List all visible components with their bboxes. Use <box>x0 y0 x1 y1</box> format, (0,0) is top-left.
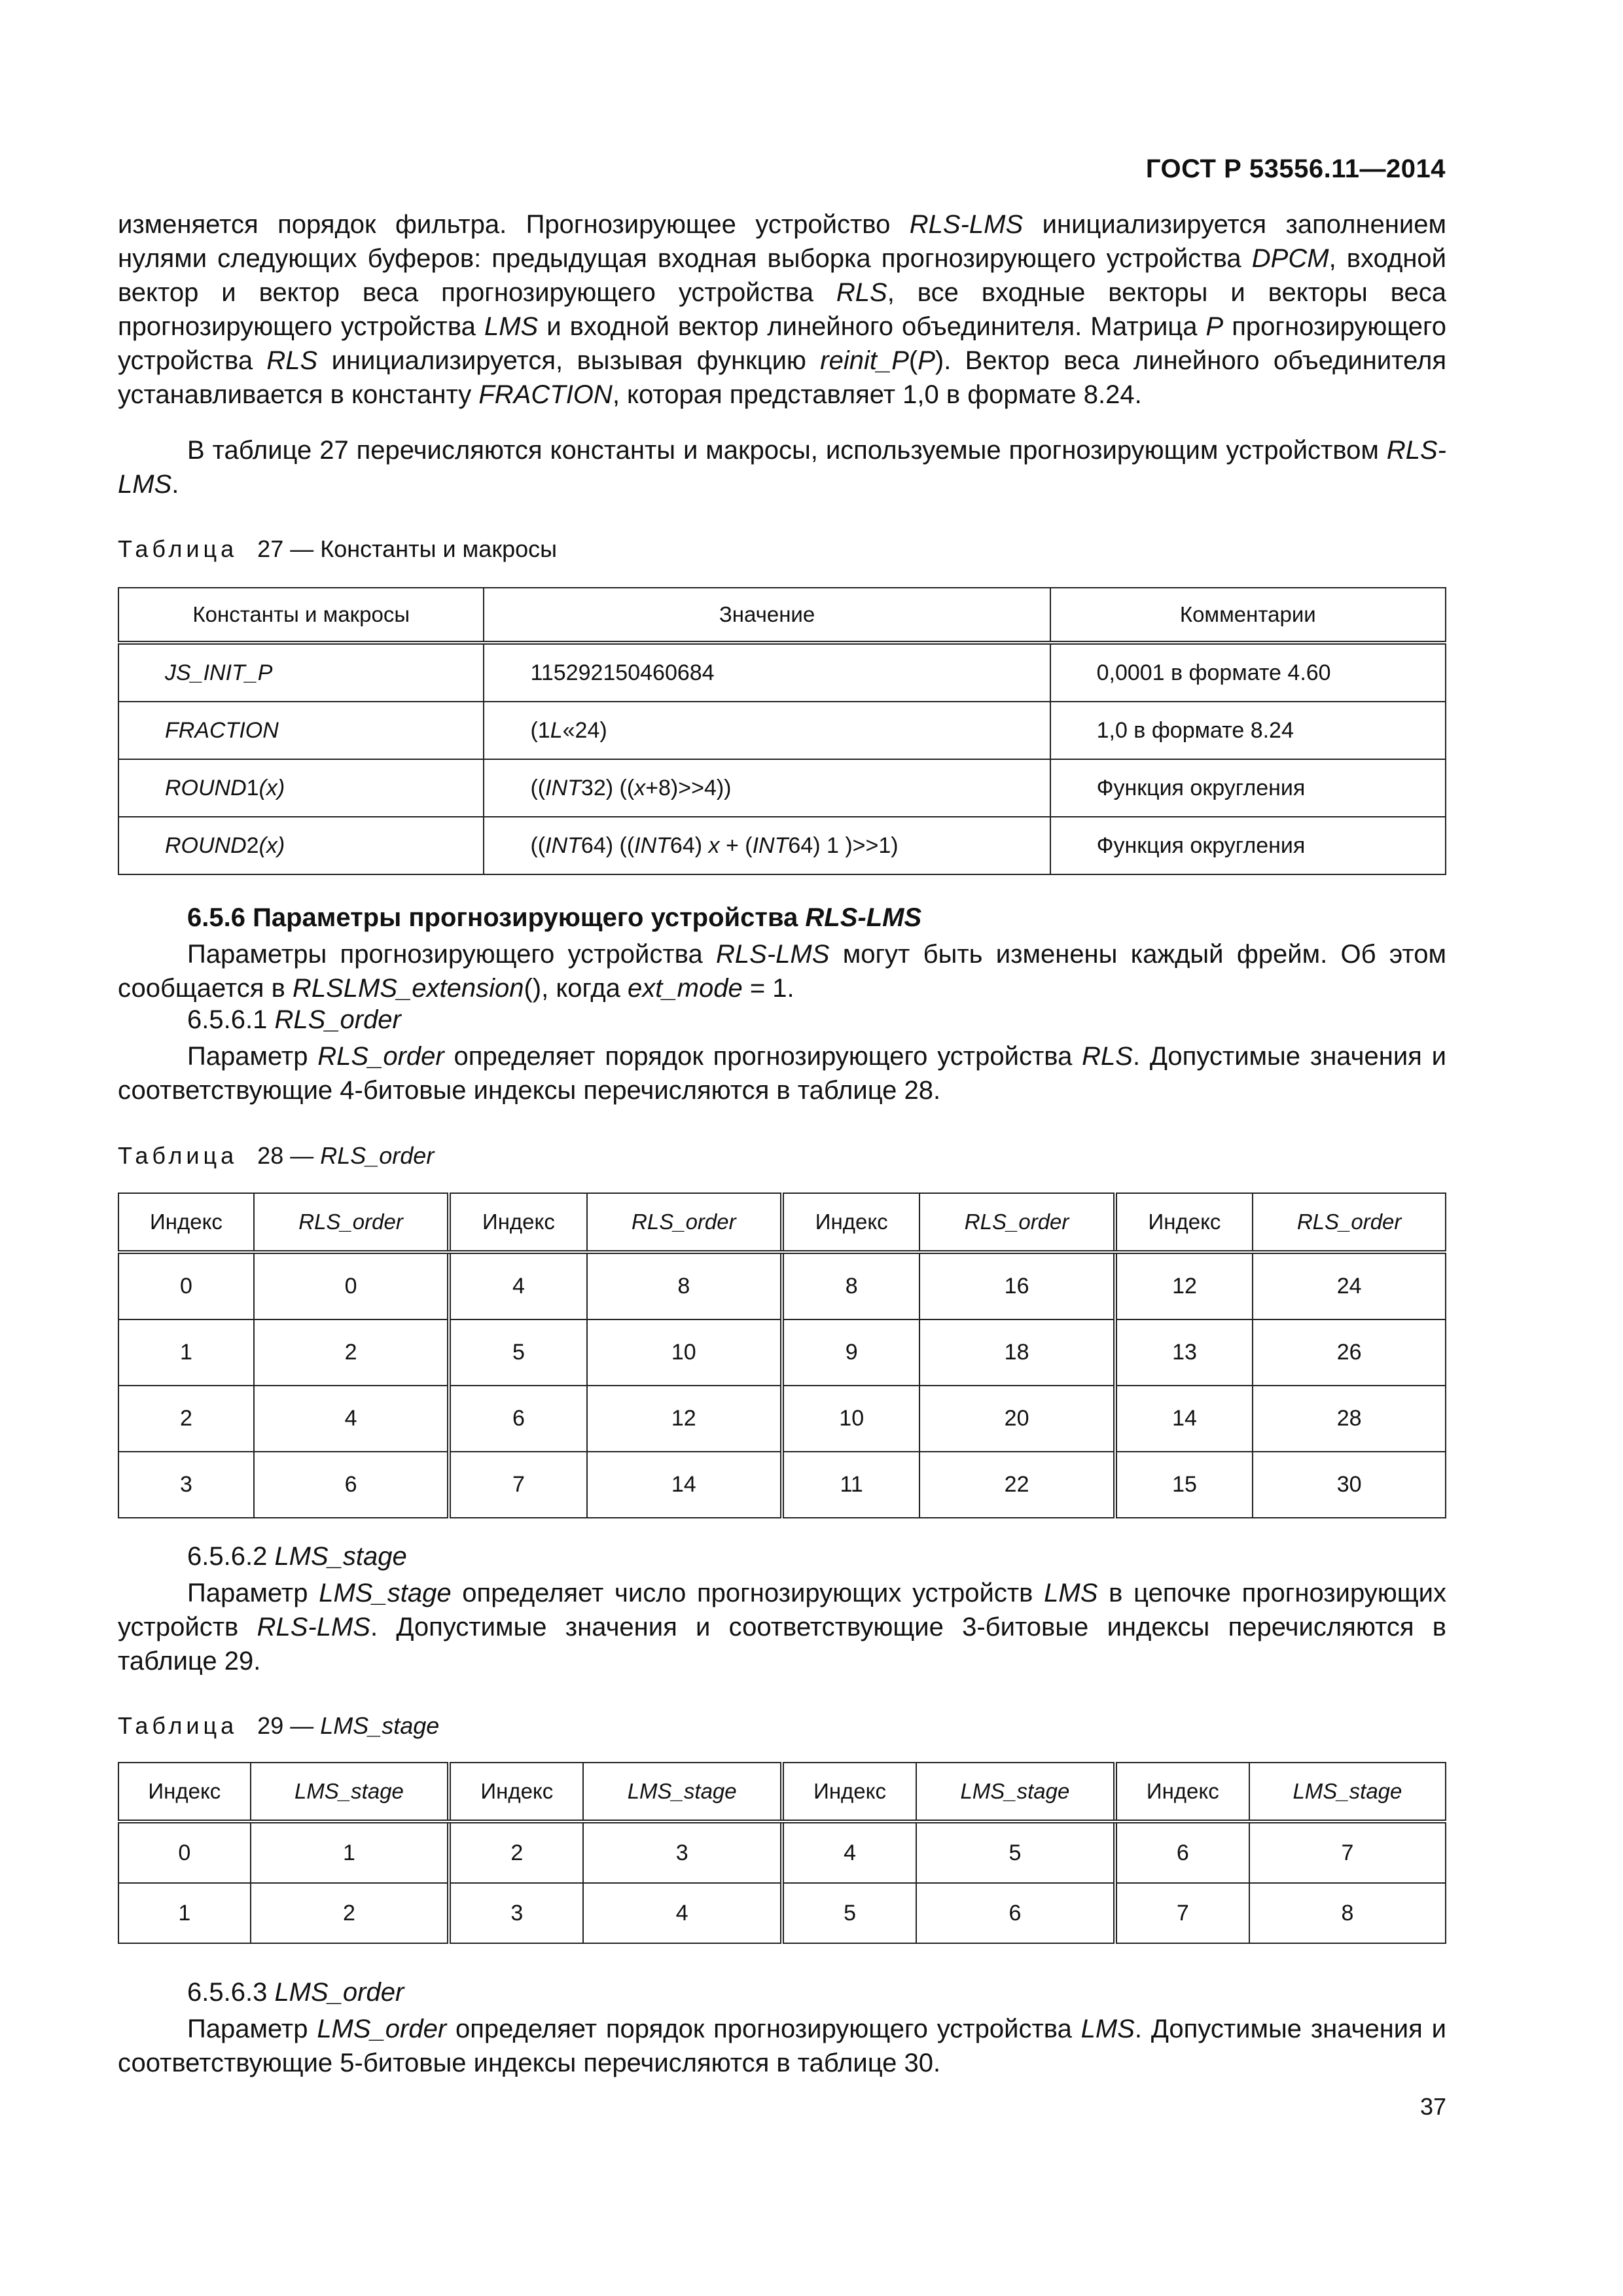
text-run: 0,0001 в формате 4.60 <box>1096 660 1331 685</box>
text-run: (x) <box>259 833 285 858</box>
table29-row <box>118 1821 1446 1883</box>
table29-caption-label: Таблица <box>118 1712 238 1739</box>
text-run: ROUND <box>165 833 247 858</box>
table27-header-cell: Значение <box>484 588 1050 643</box>
text-run: (x) <box>259 775 285 800</box>
text-run: LMS <box>484 312 539 341</box>
text-run: LMS_order <box>317 2015 447 2043</box>
table29-header-cell: Индекс <box>118 1763 251 1821</box>
table28-cell: 5 <box>449 1319 587 1386</box>
table29-cell: 4 <box>583 1883 782 1943</box>
table28-cell: 2 <box>118 1386 254 1452</box>
table28-cell: 6 <box>254 1452 449 1518</box>
section-6563-heading <box>187 1978 404 2007</box>
table28-row <box>118 1319 1446 1386</box>
table28-cell: 18 <box>919 1319 1115 1386</box>
page-number: 37 <box>1419 2093 1446 2120</box>
text-run: INT <box>545 833 581 858</box>
text-run: 32) (( <box>580 775 635 800</box>
table27-cell <box>484 759 1050 817</box>
section-6562-paragraph <box>118 1576 1446 1678</box>
table27-cell <box>1050 817 1446 874</box>
text-run: прогнозирующего устройства <box>118 312 1447 375</box>
table28-cell: 9 <box>782 1319 920 1386</box>
table27-cell <box>118 759 484 817</box>
table-29 <box>118 1762 1446 1944</box>
text-run: RLS_order <box>274 1005 401 1034</box>
text-run: reinit_P <box>820 346 909 375</box>
text-run: 64) <box>669 833 709 858</box>
table29-cell: 3 <box>583 1821 782 1883</box>
table28-header-text: RLS_order <box>964 1210 1069 1234</box>
table28-cell: 10 <box>782 1386 920 1452</box>
text-run: INT <box>634 833 670 858</box>
table29-header-cell: Индекс <box>449 1763 583 1821</box>
text-run: P <box>918 346 935 375</box>
table27-cell <box>484 702 1050 759</box>
table28-cell: 20 <box>919 1386 1115 1452</box>
text-run: x <box>708 833 720 858</box>
table28-cell: 30 <box>1253 1452 1446 1518</box>
table28-cell: 13 <box>1115 1319 1253 1386</box>
section-6561-paragraph <box>118 1039 1446 1107</box>
table28-header-cell: Индекс <box>118 1193 254 1252</box>
table28-header-cell <box>587 1193 782 1252</box>
text-run: RLS <box>836 278 887 307</box>
table27-row <box>118 759 1446 817</box>
table29-cell: 3 <box>449 1883 583 1943</box>
table28-row <box>118 1252 1446 1319</box>
table28-cell: 12 <box>587 1386 782 1452</box>
table27-cell <box>118 702 484 759</box>
table28-cell: 24 <box>1253 1252 1446 1319</box>
text-run: «24) <box>562 717 607 743</box>
text-run: изменяется порядок фильтра. Прогнозирующее устройство <box>118 210 910 239</box>
table27-caption-text: 27 — Константы и макросы <box>257 535 557 562</box>
text-run: . Допустимые значения и соответствующие 4-битовые индексы перечисляются в таблице 28. <box>118 1042 1446 1105</box>
intro-paragraph-2 <box>118 433 1446 501</box>
table28-header-cell <box>1253 1193 1446 1252</box>
table28-cell: 4 <box>449 1252 587 1319</box>
table29-cell: 1 <box>118 1883 251 1943</box>
table28-cell: 16 <box>919 1252 1115 1319</box>
text-run: JS_INIT_P <box>165 660 273 685</box>
text-run: могут быть изменены каждый фрейм. Об этом сообщается в <box>118 940 1446 1003</box>
table28-body <box>118 1252 1446 1518</box>
text-run: , входной вектор и вектор веса прогнозирующего устройства <box>118 244 1446 307</box>
table28-cell: 14 <box>587 1452 782 1518</box>
table29-header-cell: Индекс <box>782 1763 916 1821</box>
text-run: , которая представляет 1,0 в формате 8.24. <box>612 380 1142 409</box>
table28-header-cell: Индекс <box>782 1193 920 1252</box>
text-run: x <box>634 775 646 800</box>
table28-header-cell: Индекс <box>449 1193 587 1252</box>
table28-cell: 0 <box>118 1252 254 1319</box>
text-run: LMS <box>1080 2015 1135 2043</box>
table29-header-cell <box>251 1763 450 1821</box>
table29-cell: 4 <box>782 1821 916 1883</box>
text-run: . <box>171 470 179 499</box>
text-run: INT <box>545 775 581 800</box>
table28-cell: 2 <box>254 1319 449 1386</box>
table28-cell: 3 <box>118 1452 254 1518</box>
table-27 <box>118 587 1446 875</box>
table29-cell: 7 <box>1115 1883 1249 1943</box>
section-656-paragraph <box>118 937 1446 1005</box>
table28-cell: 6 <box>449 1386 587 1452</box>
table29-header-cell: Индекс <box>1115 1763 1249 1821</box>
text-run: FRACTION <box>478 380 613 409</box>
section-6563-paragraph <box>118 2012 1446 2080</box>
table29-cell: 5 <box>916 1821 1115 1883</box>
table29-cell: 1 <box>251 1821 450 1883</box>
text-run: INT <box>752 833 789 858</box>
text-run: (( <box>530 833 546 858</box>
text-run: 115292150460684 <box>530 660 715 685</box>
table28-caption-number: 28 — <box>257 1142 321 1169</box>
text-run: Параметр <box>187 2015 317 2043</box>
table27-caption <box>118 535 557 563</box>
table28-header-row <box>118 1193 1446 1252</box>
text-run: RLS-LMS <box>909 210 1024 239</box>
section-6561-heading <box>187 1005 401 1035</box>
table27-body <box>118 643 1446 874</box>
table27-row <box>118 643 1446 702</box>
table28-cell: 26 <box>1253 1319 1446 1386</box>
table28-cell: 4 <box>254 1386 449 1452</box>
text-run: 6.5.6 Параметры прогнозирующего устройства <box>187 903 806 932</box>
table27-row <box>118 702 1446 759</box>
table27-caption-label: Таблица <box>118 535 238 562</box>
text-run: Функция округления <box>1096 775 1306 800</box>
table27-cell <box>484 643 1050 702</box>
table29-header-text: LMS_stage <box>1293 1779 1402 1803</box>
table28-cell: 12 <box>1115 1252 1253 1319</box>
table27-header-cell: Комментарии <box>1050 588 1446 643</box>
table29-cell: 0 <box>118 1821 251 1883</box>
table29-cell: 5 <box>782 1883 916 1943</box>
table29-cell: 6 <box>916 1883 1115 1943</box>
table29-header-text: LMS_stage <box>294 1779 404 1803</box>
text-run: 2 <box>246 833 259 858</box>
text-run: P <box>1205 312 1224 341</box>
text-run: определяет число прогнозирующих устройств <box>451 1579 1044 1607</box>
text-run: (( <box>530 775 546 800</box>
text-run: RLS-LMS <box>805 903 922 932</box>
text-run: + ( <box>719 833 753 858</box>
text-run: 64) (( <box>580 833 635 858</box>
table29-header-cell <box>583 1763 782 1821</box>
text-run: 64) 1 )>>1) <box>788 833 899 858</box>
text-run: инициализируется, вызывая функцию <box>317 346 821 375</box>
table29-caption <box>118 1712 439 1740</box>
table28-cell: 28 <box>1253 1386 1446 1452</box>
table29-cell: 2 <box>251 1883 450 1943</box>
text-run: ( <box>908 346 918 375</box>
table27-cell <box>118 643 484 702</box>
text-run: 1,0 в формате 8.24 <box>1096 717 1294 743</box>
table27-header-row <box>118 588 1446 643</box>
text-run: , все входные векторы и векторы веса прогнозирующего устройства <box>118 278 1446 341</box>
text-run: Параметр <box>187 1579 319 1607</box>
table27-cell <box>118 817 484 874</box>
text-run: 6.5.6.1 <box>187 1005 275 1034</box>
table28-header-cell <box>254 1193 449 1252</box>
text-run: В таблице 27 перечисляются константы и макросы, используемые прогнозирующим устройством <box>187 436 1387 465</box>
table28-cell: 10 <box>587 1319 782 1386</box>
table27-row <box>118 817 1446 874</box>
text-run: ext_mode <box>628 974 743 1003</box>
text-run: RLS <box>1082 1042 1133 1071</box>
text-run: ROUND <box>165 775 247 800</box>
page-header-standard: ГОСТ Р 53556.11—2014 <box>1145 154 1446 183</box>
table28-cell: 15 <box>1115 1452 1253 1518</box>
table28-cell: 7 <box>449 1452 587 1518</box>
table28-caption-name: RLS_order <box>320 1142 435 1169</box>
text-run: +8)>>4)) <box>645 775 732 800</box>
text-run: . Допустимые значения и соответствующие 3-битовые индексы перечисляются в таблице 29. <box>118 1613 1447 1676</box>
text-run: RLS-LMS <box>118 436 1446 499</box>
table29-cell: 2 <box>449 1821 583 1883</box>
text-run: LMS_order <box>274 1978 404 2007</box>
text-run: инициализируется заполнением нулями следующих буферов: предыдущая входная выборка прогнозирующего устройства <box>118 210 1446 273</box>
text-run: FRACTION <box>165 717 279 743</box>
text-run: ). Вектор веса линейного объединителя устанавливается в константу <box>118 346 1446 409</box>
table27-cell <box>484 817 1050 874</box>
table29-caption-number: 29 — <box>257 1712 321 1739</box>
table28-cell: 8 <box>782 1252 920 1319</box>
table29-cell: 8 <box>1249 1883 1446 1943</box>
table29-cell: 6 <box>1115 1821 1249 1883</box>
table29-header-cell <box>1249 1763 1446 1821</box>
text-run: определяет порядок прогнозирующего устройства <box>446 2015 1081 2043</box>
text-run: и входной вектор линейного объединителя. Матрица <box>538 312 1206 341</box>
text-run: RLSLMS_extension <box>292 974 524 1003</box>
text-run: определяет порядок прогнозирующего устройства <box>444 1042 1082 1071</box>
table28-row <box>118 1452 1446 1518</box>
table27-header-cell: Константы и макросы <box>118 588 484 643</box>
table28-row <box>118 1386 1446 1452</box>
table27-cell <box>1050 759 1446 817</box>
table28-caption-label: Таблица <box>118 1142 238 1169</box>
text-run: RLS-LMS <box>257 1613 370 1641</box>
table-28 <box>118 1193 1446 1518</box>
intro-paragraph-1 <box>118 207 1446 412</box>
table28-header-cell: Индекс <box>1115 1193 1253 1252</box>
table28-cell: 22 <box>919 1452 1115 1518</box>
table28-cell: 1 <box>118 1319 254 1386</box>
text-run: DPCM <box>1251 244 1329 273</box>
text-run: LMS_stage <box>319 1579 452 1607</box>
text-run: LMS_stage <box>274 1542 407 1571</box>
table28-header-text: RLS_order <box>298 1210 403 1234</box>
text-run: RLS <box>266 346 318 375</box>
text-run: RLS_order <box>317 1042 444 1071</box>
text-run: 6.5.6.3 <box>187 1978 275 2007</box>
table28-cell: 11 <box>782 1452 920 1518</box>
table29-header-text: LMS_stage <box>627 1779 737 1803</box>
text-run: (1 <box>530 717 550 743</box>
text-run: LMS <box>1044 1579 1098 1607</box>
text-run: 6.5.6.2 <box>187 1542 275 1571</box>
text-run: RLS-LMS <box>716 940 830 969</box>
table28-header-text: RLS_order <box>1296 1210 1402 1234</box>
text-run: = 1. <box>742 974 794 1003</box>
text-run: . Допустимые значения и соответствующие 5-битовые индексы перечисляются в таблице 30. <box>118 2015 1446 2077</box>
table29-caption-name: LMS_stage <box>320 1712 440 1739</box>
table29-header-text: LMS_stage <box>960 1779 1070 1803</box>
section-656-heading <box>187 903 921 933</box>
text-run: 1 <box>246 775 259 800</box>
table28-cell: 0 <box>254 1252 449 1319</box>
table28-cell: 14 <box>1115 1386 1253 1452</box>
table28-header-cell <box>919 1193 1115 1252</box>
table28-caption <box>118 1142 434 1170</box>
text-run: Функция округления <box>1096 833 1306 858</box>
table29-row <box>118 1883 1446 1943</box>
text-run: L <box>550 717 563 743</box>
table27-cell <box>1050 702 1446 759</box>
text-run: в цепочке прогнозирующих устройств <box>118 1579 1446 1641</box>
table29-header-row <box>118 1763 1446 1821</box>
table29-body <box>118 1821 1446 1943</box>
text-run: Параметры прогнозирующего устройства <box>187 940 716 969</box>
table27-cell <box>1050 643 1446 702</box>
text-run: (), когда <box>524 974 628 1003</box>
table29-header-cell <box>916 1763 1115 1821</box>
table28-cell: 8 <box>587 1252 782 1319</box>
table28-header-text: RLS_order <box>632 1210 736 1234</box>
text-run: Параметр <box>187 1042 318 1071</box>
table29-cell: 7 <box>1249 1821 1446 1883</box>
section-6562-heading <box>187 1542 407 1571</box>
